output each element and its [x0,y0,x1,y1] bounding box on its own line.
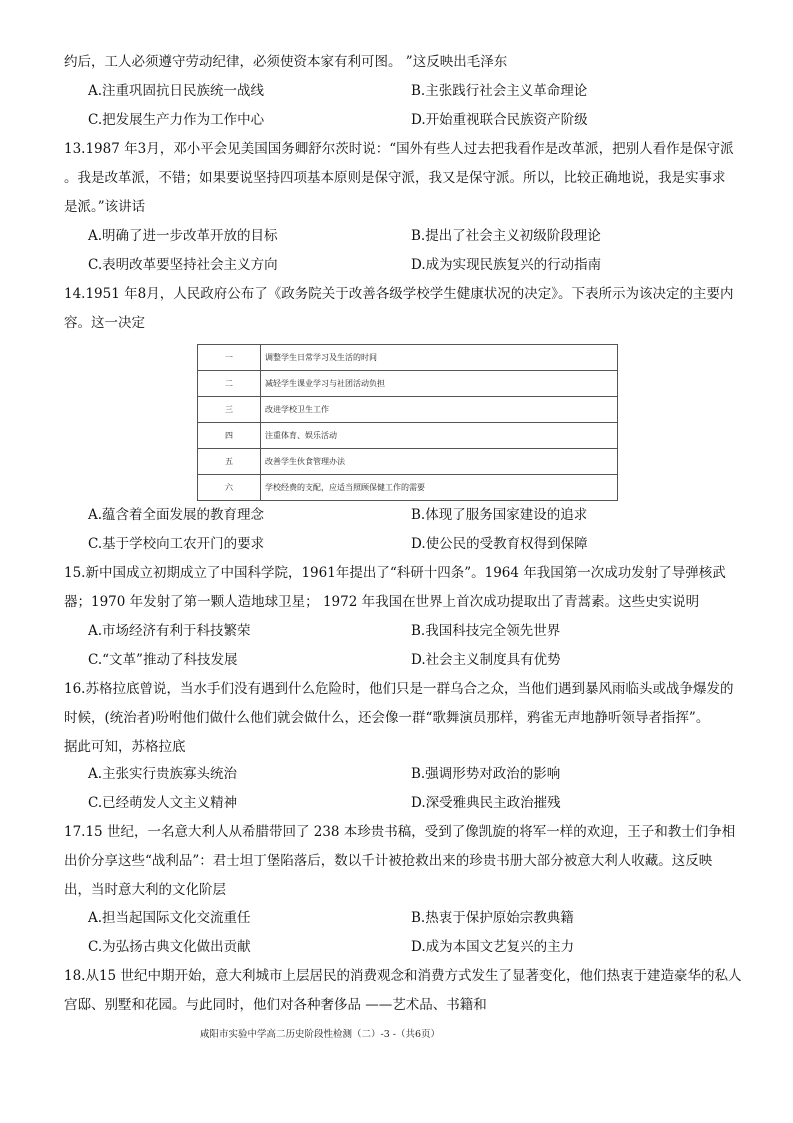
table-row-text: 注重体育、娱乐活动 [261,423,618,449]
q15-option-d: D.社会主义制度具有优势 [411,652,561,668]
table-row [198,449,618,475]
q14-option-c: C.基于学校向工农开门的要求 [88,536,265,552]
table-row [198,423,618,449]
q16-option-a: A.主张实行贵族寡头统治 [88,766,238,782]
q15-option-a: A.市场经济有利于科技繁荣 [88,623,251,639]
table-row-number: 六 [198,475,261,501]
q12-option-b: B.主张践行社会主义革命理论 [411,83,588,99]
table-row [198,475,618,501]
q16-stem-line-1: 16.苏格拉底曾说，当水手们没有遇到什么危险时，他们只是一群乌合之众，当他们遇到暴风雨临头或战争爆发的 [64,681,734,697]
q13-option-d: D.成为实现民族复兴的行动指南 [411,257,602,273]
table-row-number: 一 [198,345,261,371]
q14-stem-line-1: 14.1951 年8月，人民政府公布了《政务院关于改善各级学校学生健康状况的决定》。下表所示为该决定的主要内 [64,286,734,302]
table-row-text: 改善学生伙食管理办法 [261,449,618,475]
table-row-text: 调整学生日常学习及生活的时间 [261,345,618,371]
q15-option-b: B.我国科技完全领先世界 [411,623,561,639]
q16-stem-line-3: 据此可知，苏格拉底 [64,739,186,755]
q13-stem-line-3: 是派。”该讲话 [64,199,146,215]
q16-stem-line-2: 时候，(统治者)吩咐他们做什么他们就会做什么，还会像一群“歌舞演员那样，鸦雀无声地静听领导者指挥”。 [64,710,710,726]
q15-option-c: C.“文革”推动了科技发展 [88,652,238,668]
q13-stem-line-2: 。我是改革派，不错；如果要说坚持四项基本原则是保守派，我又是保守派。所以，比较正确地说，我是实事求 [64,170,726,186]
q12-option-c: C.把发展生产力作为工作中心 [88,112,265,128]
q13-stem-line-1: 13.1987 年3月，邓小平会见美国国务卿舒尔茨时说：“国外有些人过去把我看作是改革派，把别人看作是保守派 [64,141,734,157]
q12-option-a: A.注重巩固抗日民族统一战线 [88,83,265,99]
table-row-number: 三 [198,397,261,423]
table-row [198,397,618,423]
table-row-text: 改进学校卫生工作 [261,397,618,423]
q14-option-d: D.使公民的受教育权得到保障 [411,536,588,552]
table-row-number: 二 [198,371,261,397]
q12-option-d: D.开始重视联合民族资产阶级 [411,112,588,128]
q15-stem-line-1: 15.新中国成立初期成立了中国科学院，1961年提出了“科研十四条”。1964 年我国第一次成功发射了导弹核武 [64,565,726,581]
q17-option-c: C.为弘扬古典文化做出贡献 [88,939,251,955]
page-footer: 咸阳市实验中学高二历史阶段性检测（二）-3 -（共6页） [200,1029,441,1040]
q17-option-a: A.担当起国际文化交流重任 [88,910,251,926]
q14-stem-line-2: 容。这一决定 [64,315,145,331]
q18-stem-line-1: 18.从15 世纪中期开始，意大利城市上层居民的消费观念和消费方式发生了显著变化，他们热衷于建造豪华的私人 [64,968,742,984]
q16-option-c: C.已经萌发人文主义精神 [88,795,238,811]
q14-decision-table [197,344,618,501]
q14-option-a: A.蕴含着全面发展的教育理念 [88,507,265,523]
q12-stem-tail: 约后，工人必须遵守劳动纪律，必须使资本家有利可图。 ”这反映出毛泽东 [64,54,508,70]
q14-option-b: B.体现了服务国家建设的追求 [411,507,588,523]
q17-option-b: B.热衷于保护原始宗教典籍 [411,910,574,926]
q18-stem-line-2: 宫邸、别墅和花园。与此同时，他们对各种奢侈品 ——艺术品、书籍和 [64,997,487,1013]
table-row [198,345,618,371]
table-row-text: 学校经费的支配，应适当照顾保健工作的需要 [261,475,618,501]
q17-stem-line-1: 17.15 世纪，一名意大利人从希腊带回了 238 本珍贵书稿，受到了像凯旋的将军一样的欢迎，王子和教士们争相 [64,824,736,840]
q17-stem-line-2: 出价分享这些“战利品”：君士坦丁堡陷落后，数以千计被抢救出来的珍贵书册大部分被意大利人收藏。这反映 [64,853,713,869]
table-row-text: 减轻学生课业学习与社团活动负担 [261,371,618,397]
q17-option-d: D.成为本国文艺复兴的主力 [411,939,575,955]
q15-stem-line-2: 器；1970 年发射了第一颗人造地球卫星； 1972 年我国在世界上首次成功提取出了青蒿素。这些史实说明 [64,594,700,610]
table-row-number: 五 [198,449,261,475]
q17-stem-line-3: 出，当时意大利的文化阶层 [64,882,226,898]
q13-option-b: B.提出了社会主义初级阶段理论 [411,228,601,244]
q13-option-a: A.明确了进一步改革开放的目标 [88,228,278,244]
q16-option-d: D.深受雅典民主政治摧残 [411,795,561,811]
q13-option-c: C.表明改革要坚持社会主义方向 [88,257,278,273]
table-row-number: 四 [198,423,261,449]
table-row [198,371,618,397]
q16-option-b: B.强调形势对政治的影响 [411,766,561,782]
